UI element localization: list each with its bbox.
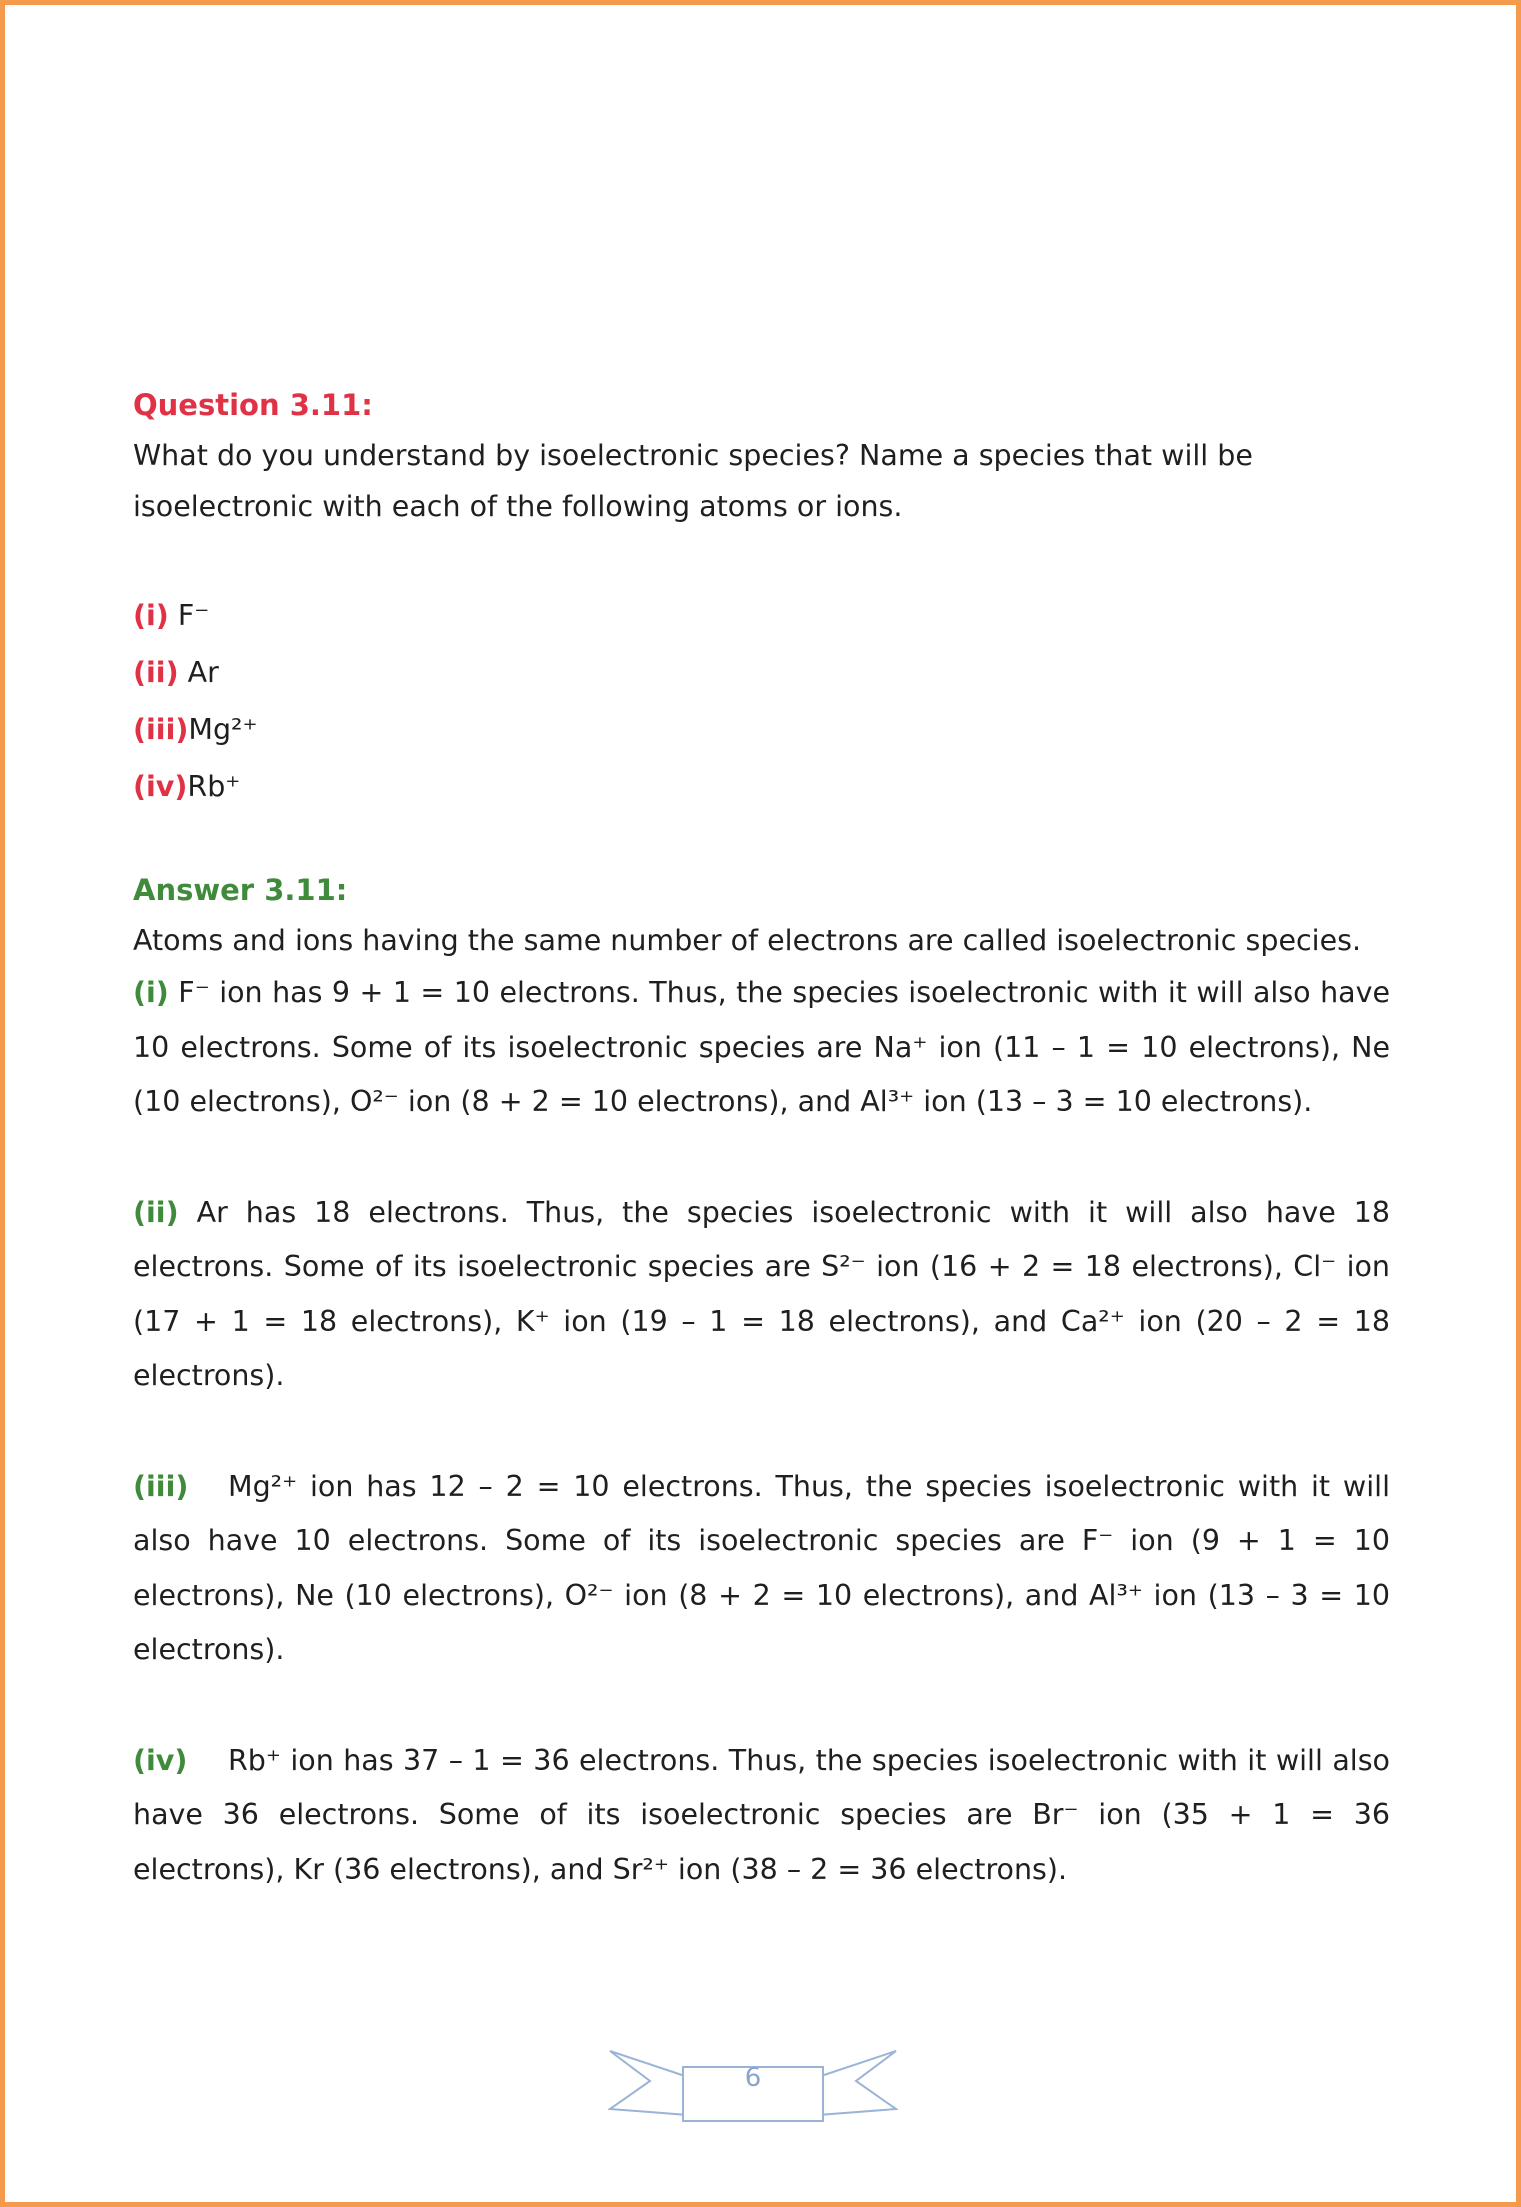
answer-part: [133, 1460, 1390, 1678]
answer-intro: Atoms and ions having the same number of electrons are called isoelectronic species.: [133, 924, 1362, 957]
answer-title: Answer 3.11:: [133, 873, 348, 907]
answer-part-label: (iii): [133, 1469, 189, 1503]
answer-part: [133, 1186, 1390, 1404]
question-title: Question 3.11:: [133, 388, 373, 422]
question-item: [133, 587, 1390, 644]
answer-part-label: (i): [133, 976, 169, 1009]
answer-part-text: Ar has 18 electrons. Thus, the species isoelectronic with it will also have 18 electrons. Some of its isoelectronic species are S²⁻ ion (16 + 2 = 18 electrons), Cl⁻ ion (17 + 1 = 18 electrons), K⁺ ion (19 – 1 = 18 electrons), and Ca²⁺ ion (20 – 2 = 18 electrons).: [133, 1195, 1391, 1392]
question-item-text: F⁻: [177, 599, 210, 632]
answer-part: [133, 1734, 1390, 1898]
question-item-text: Mg²⁺: [188, 713, 258, 746]
answer-part: [133, 966, 1390, 1130]
answer-part-label: (ii): [133, 1195, 179, 1229]
question-item-label: (iv): [133, 770, 188, 803]
page-footer: [608, 2045, 898, 2125]
question-item: [133, 644, 1390, 701]
answer-part-label: (iv): [133, 1743, 188, 1777]
question-item-label: (i): [133, 599, 169, 632]
page-content: [133, 380, 1390, 1897]
question-item-label: (iii): [133, 713, 189, 746]
page-number: 6: [744, 2063, 762, 2093]
question-item-text: Rb⁺: [187, 770, 241, 803]
answer-part-text: Rb⁺ ion has 37 – 1 = 36 electrons. Thus, the species isoelectronic with it will also have 36 electrons. Some of its isoelectronic species are Br⁻ ion (35 + 1 = 36 electrons), Kr (36 electrons), and Sr²⁺ ion (38 – 2 = 36 electrons).: [133, 1743, 1390, 1886]
question-text: What do you understand by isoelectronic species? Name a species that will be isoelectronic with each of the following atoms or ions.: [133, 439, 1253, 523]
answer-part-text: F⁻ ion has 9 + 1 = 10 electrons. Thus, the species isoelectronic with it will also have 10 electrons. Some of its isoelectronic species are Na⁺ ion (11 – 1 = 10 electrons), Ne (10 electrons), O²⁻ ion (8 + 2 = 10 electrons), and Al³⁺ ion (13 – 3 = 10 electrons).: [133, 976, 1391, 1118]
question-item: [133, 758, 1390, 815]
question-item-text: Ar: [187, 656, 219, 689]
question-item-label: (ii): [133, 656, 179, 689]
question-item: [133, 701, 1390, 758]
answer-part-text: Mg²⁺ ion has 12 – 2 = 10 electrons. Thus, the species isoelectronic with it will also have 10 electrons. Some of its isoelectronic species are F⁻ ion (9 + 1 = 10 electrons), Ne (10 electrons), O²⁻ ion (8 + 2 = 10 electrons), and Al³⁺ ion (13 – 3 = 10 electrons).: [133, 1469, 1390, 1666]
